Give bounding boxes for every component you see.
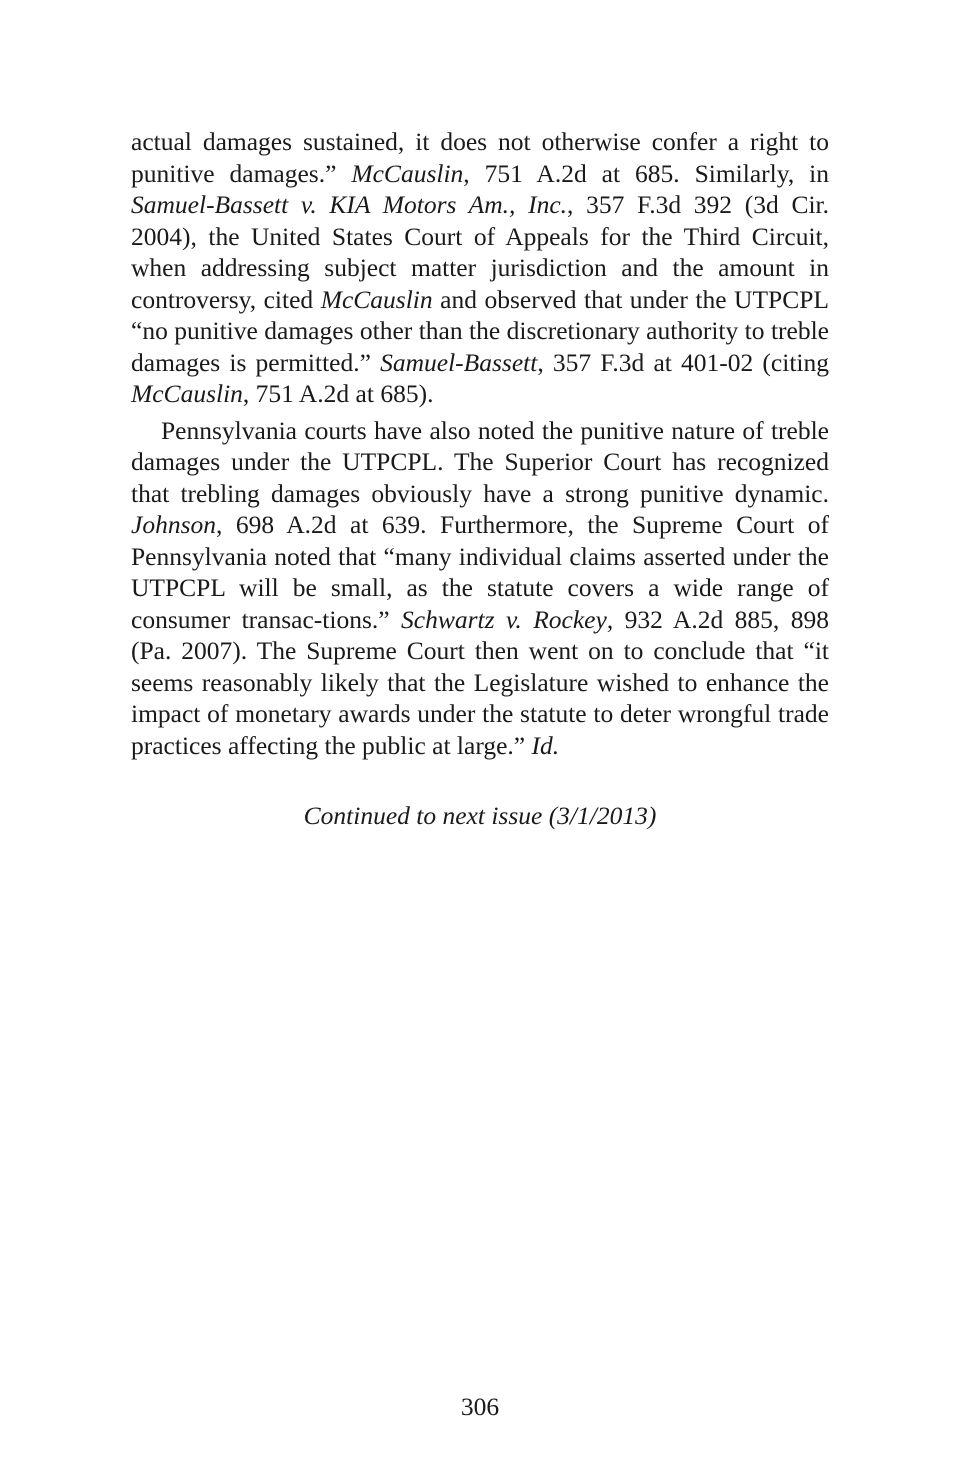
- paragraph-1-text: , 357 F.3d at 401-02 (citing: [537, 347, 829, 377]
- paragraph-1-text: , 751 A.2d at 685).: [242, 379, 434, 408]
- paragraph-1-text: and observed that under the UTPCPL “no punitive damages other than the discretionary authority to treble damages is permitted.”: [131, 284, 830, 377]
- case-citation: McCauslin: [320, 284, 433, 314]
- case-citation: Johnson: [131, 510, 216, 539]
- case-citation: Id.: [531, 730, 560, 760]
- paragraph-1-text: , 751 A.2d at 685. Similarly, in: [463, 158, 829, 188]
- case-citation: McCauslin: [131, 379, 243, 408]
- paragraph-1-text: actual damages sustained, it does not otherwise confer a right to punitive damages.”: [131, 127, 829, 188]
- body-text: [131, 126, 829, 761]
- case-citation: McCauslin: [351, 158, 464, 188]
- paragraph-1-text: , 357 F.3d 392 (3d Cir. 2004), the United States Court of Appeals for the Third Circuit, when addressing subject matter jurisdiction and the amount in controversy, cited: [131, 190, 829, 314]
- case-citation: Schwartz v. Rockey: [401, 604, 607, 634]
- paragraph-2-text: , 698 A.2d at 639. Furthermore, the Supreme Court of Pennsylvania noted that “many individual claims asserted under the UTPCPL will be small, as the statute covers a wide range of consumer transac-tions.”: [131, 510, 829, 634]
- paragraph-2-text: Pennsylvania courts have also noted the punitive nature of treble damages under the UTPCPL. The Superior Court has recognized that trebling damages obviously have a strong punitive dynamic.: [131, 415, 829, 508]
- paragraph-2-text: , 932 A.2d 885, 898 (Pa. 2007). The Supreme Court then went on to conclude that “it seems reasonably likely that the Legislature wished to enhance the impact of monetary awards under the statute to deter wrongful trade practices affecting the public at large.”: [131, 604, 829, 760]
- paragraph-2: [131, 415, 829, 762]
- case-citation: Samuel-Bassett v. KIA Motors Am., Inc.: [131, 190, 568, 219]
- paragraph-1: [131, 126, 829, 410]
- case-citation: Samuel-Bassett: [380, 347, 538, 377]
- page-number: 306: [460, 1392, 500, 1421]
- continued-note: Continued to next issue (3/1/2013): [303, 801, 657, 830]
